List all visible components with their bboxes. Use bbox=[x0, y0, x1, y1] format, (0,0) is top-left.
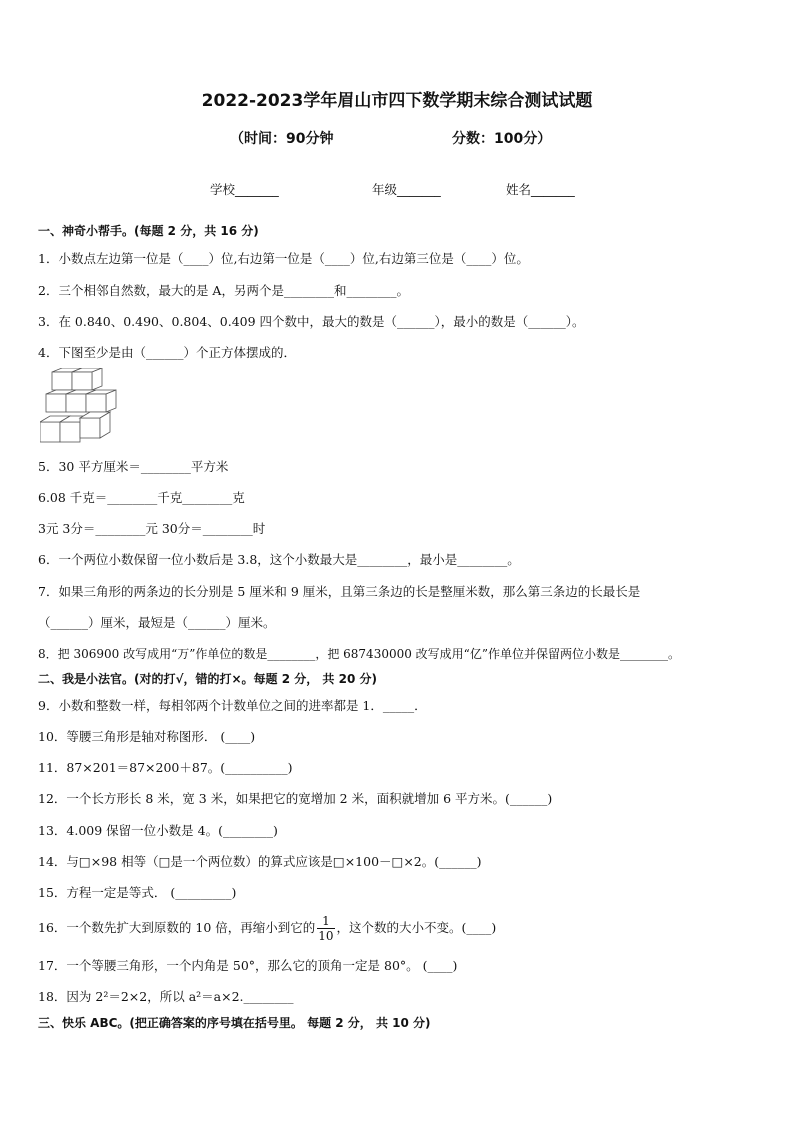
exam-meta bbox=[230, 128, 590, 148]
question-1: 1．小数点左边第一位是（____）位,右边第一位是（____）位,右边第三位是（____）位。 bbox=[38, 251, 529, 266]
cube-stack-figure bbox=[40, 368, 124, 444]
question-7-b: （______）厘米，最短是（______）厘米。 bbox=[38, 615, 276, 630]
question-4: 4．下图至少是由（______）个正方体摆成的． bbox=[38, 345, 296, 360]
question-16-text-a: 16．一个数先扩大到原数的 10 倍，再缩小到它的 bbox=[38, 920, 316, 935]
fraction-one-tenth bbox=[317, 914, 334, 943]
question-10: 10．等腰三角形是轴对称图形． (____) bbox=[38, 729, 256, 744]
question-18: 18．因为 2²＝2×2，所以 a²＝a×2.________ bbox=[38, 989, 294, 1004]
exam-score: 分数：100分） bbox=[452, 131, 552, 147]
question-3: 3．在 0.840、0.490、0.804、0.409 四个数中，最大的数是（______），最小的数是（______）。 bbox=[38, 314, 585, 329]
page-title: 2022-2023学年眉山市四下数学期末综合测试试题 bbox=[201, 91, 593, 111]
question-13: 13．4.009 保留一位小数是 4。(________) bbox=[38, 823, 278, 838]
grade-field: 年级_______ bbox=[372, 182, 441, 197]
question-5-a: 5．30 平方厘米＝________平方米 bbox=[38, 459, 229, 474]
question-17: 17．一个等腰三角形，一个内角是 50°，那么它的顶角一定是 80°。 (____) bbox=[38, 958, 458, 973]
question-12: 12．一个长方形长 8 米，宽 3 米，如果把它的宽增加 2 米，面积就增加 6 平方米。(______) bbox=[38, 791, 553, 806]
question-9: 9．小数和整数一样，每相邻两个计数单位之间的进率都是 1．_____． bbox=[38, 698, 427, 713]
question-14: 14．与□×98 相等（□是一个两位数）的算式应该是□×100－□×2。(______) bbox=[38, 854, 482, 869]
question-11: 11．87×201＝87×200＋87。(__________) bbox=[38, 760, 293, 775]
question-2: 2．三个相邻自然数，最大的是 A，另两个是________和________。 bbox=[38, 283, 409, 298]
section-2-heading: 二、我是小法官。(对的打√，错的打×。每题 2 分， 共 20 分) bbox=[38, 672, 377, 686]
name-field: 姓名_______ bbox=[506, 182, 575, 197]
question-16 bbox=[38, 910, 496, 946]
question-16-text-b: ，这个数的大小不变。(____) bbox=[336, 920, 497, 935]
section-3-heading: 三、快乐 ABC。(把正确答案的序号填在括号里。 每题 2 分， 共 10 分) bbox=[38, 1016, 431, 1030]
question-5-c: 3元 3分＝________元 30分＝________时 bbox=[38, 521, 266, 536]
section-1-heading: 一、神奇小帮手。(每题 2 分，共 16 分) bbox=[38, 224, 259, 238]
fraction-denominator: 10 bbox=[318, 929, 334, 943]
question-8: 8．把 306900 改写成用“万”作单位的数是________，把 687430000 改写成用“亿”作单位并保留两位小数是________。 bbox=[38, 647, 680, 661]
question-6: 6．一个两位小数保留一位小数后是 3.8，这个小数最大是________，最小是________。 bbox=[38, 552, 520, 567]
exam-time: （时间：90分钟 bbox=[230, 131, 334, 147]
question-5-b: 6.08 千克＝________千克________克 bbox=[38, 490, 245, 505]
question-7-a: 7．如果三角形的两条边的长分别是 5 厘米和 9 厘米，且第三条边的长是整厘米数，那么第三条边的长最长是 bbox=[38, 584, 641, 599]
fraction-numerator: 1 bbox=[317, 914, 334, 929]
question-15: 15．方程一定是等式． (_________) bbox=[38, 885, 237, 900]
school-field: 学校_______ bbox=[210, 182, 279, 197]
